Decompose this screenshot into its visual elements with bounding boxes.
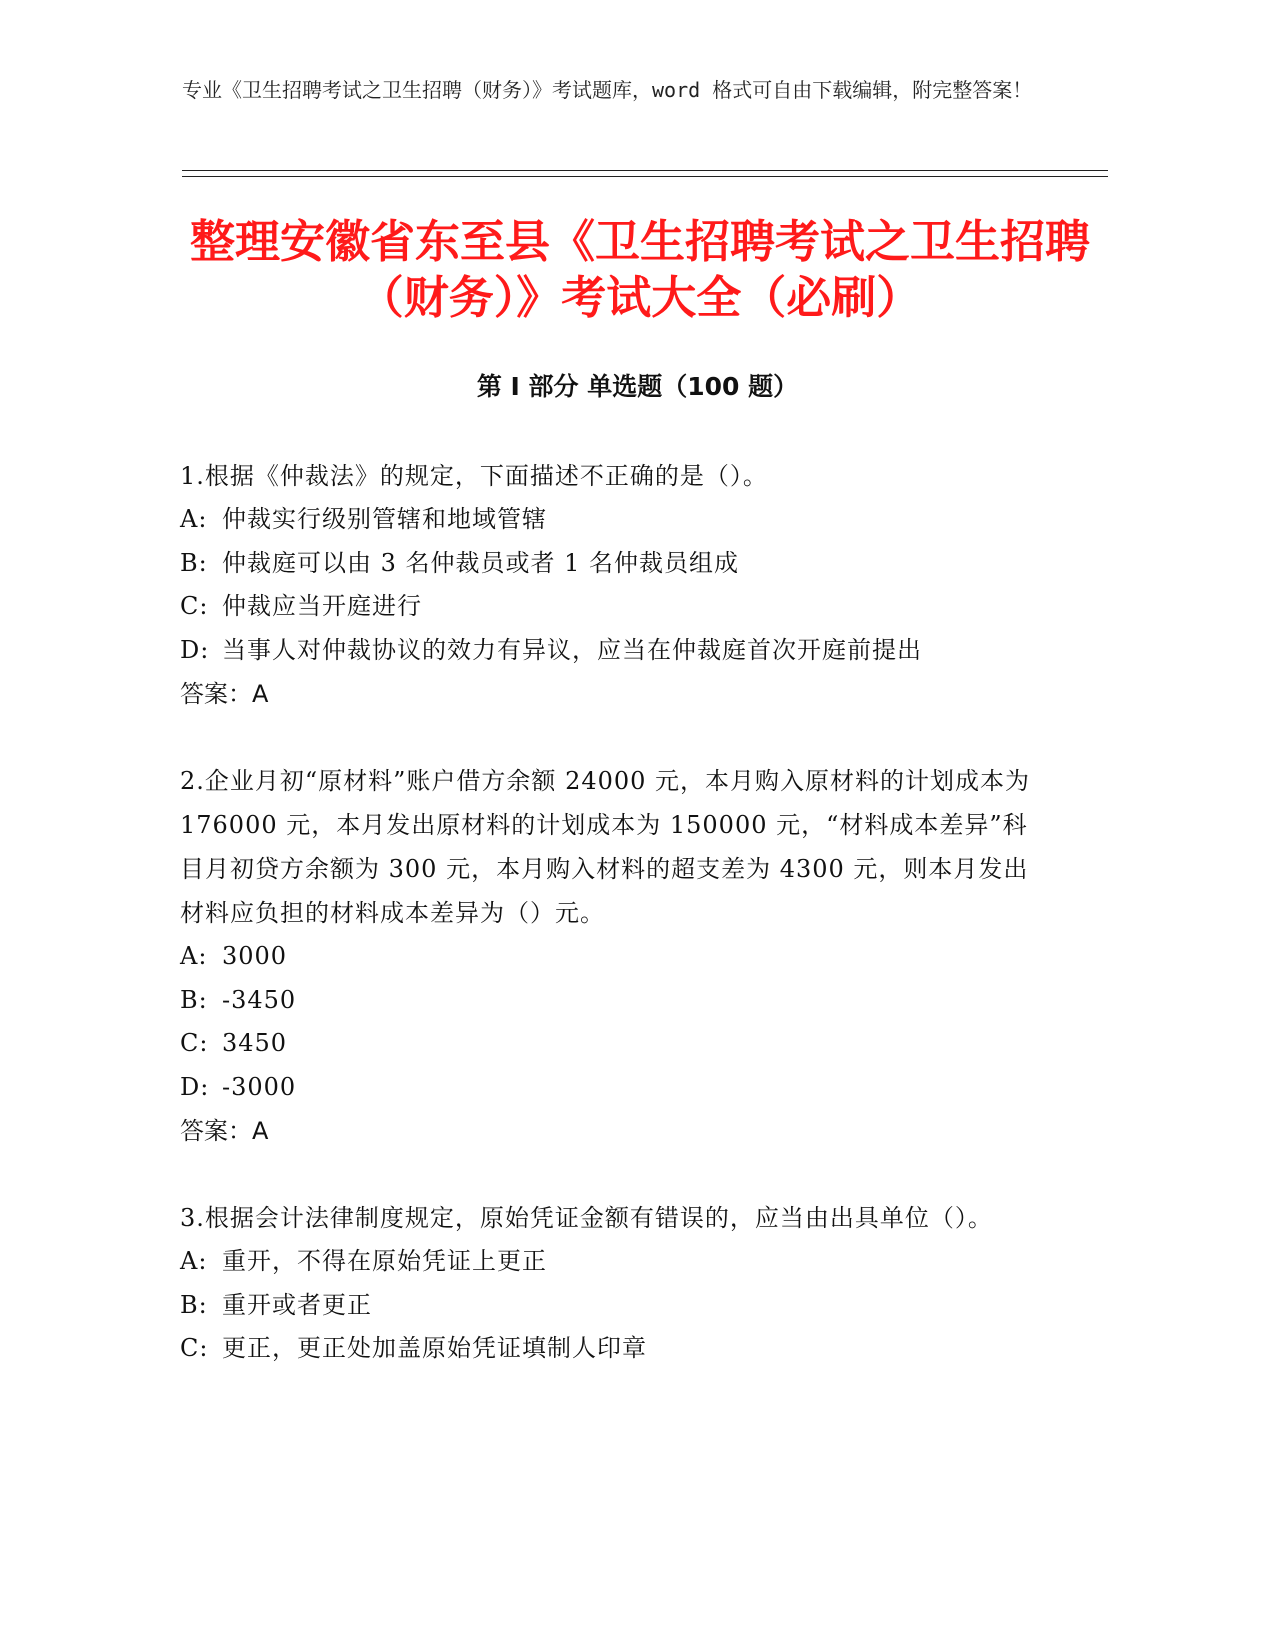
question-2-option-d [180, 1066, 1040, 1110]
option-letter: A: [180, 505, 208, 533]
option-letter: A: [180, 942, 208, 970]
question-3-option-c [180, 1327, 1040, 1371]
header-note: 专业《卫生招聘考试之卫生招聘（财务）》考试题库，word 格式可自由下载编辑，附完整答案！ [182, 78, 1033, 102]
option-letter: C: [180, 1029, 209, 1057]
option-letter: D: [180, 635, 210, 664]
header-rule-top [182, 170, 1108, 171]
question-2-option-a [180, 935, 1040, 979]
option-letter: B: [180, 985, 208, 1014]
document-title: 整理安徽省东至县《卫生招聘考试之卫生招聘（财务）》考试大全（必刷） [189, 215, 1090, 324]
question-1-option-d [180, 629, 1040, 673]
option-text: 重开，不得在原始凭证上更正 [222, 1247, 547, 1275]
answer-label: 答案： [180, 1117, 252, 1145]
question-2-option-b [180, 979, 1040, 1023]
option-text: 重开或者更正 [222, 1290, 372, 1319]
option-text: 仲裁庭可以由 3 名仲裁员或者 1 名仲裁员组成 [222, 548, 740, 577]
option-letter: C: [180, 1334, 209, 1362]
option-text: -3000 [222, 1072, 297, 1101]
option-text: 当事人对仲裁协议的效力有异议，应当在仲裁庭首次开庭前提出 [222, 635, 922, 664]
option-letter: D: [180, 1072, 210, 1101]
question-1-option-a [180, 498, 1040, 542]
question-2-stem: 2.企业月初“原材料”账户借方余额 24000 元，本月购入原材料的计划成本为 176000 元，本月发出原材料的计划成本为 150000 元，“材料成本差异”科目月初贷方余额为 300 元，本月购入材料的超支差为 4300 元，则本月发出材料应负担的材料成本差异为（）元。 [180, 767, 1031, 927]
question-1-answer [180, 672, 1040, 716]
question-2 [180, 759, 1040, 1153]
question-1-option-c [180, 585, 1040, 629]
option-text: 更正，更正处加盖原始凭证填制人印章 [222, 1334, 647, 1362]
header-rule-bottom [182, 176, 1108, 177]
answer-value: A [252, 1117, 269, 1145]
option-letter: B: [180, 548, 208, 577]
question-3-stem: 3.根据会计法律制度规定，原始凭证金额有错误的，应当由出具单位（）。 [180, 1204, 993, 1232]
answer-label: 答案： [180, 680, 252, 708]
option-text: 仲裁应当开庭进行 [222, 592, 422, 620]
option-text: 3000 [222, 942, 288, 970]
question-1-option-b [180, 542, 1040, 586]
option-text: -3450 [222, 985, 297, 1014]
option-text: 仲裁实行级别管辖和地域管辖 [222, 505, 547, 533]
question-3-option-a [180, 1240, 1040, 1284]
option-text: 3450 [222, 1029, 288, 1057]
option-letter: A: [180, 1247, 208, 1275]
question-3 [180, 1196, 1040, 1371]
option-letter: C: [180, 592, 209, 620]
question-1-stem: 1.根据《仲裁法》的规定，下面描述不正确的是（）。 [180, 462, 768, 490]
question-1 [180, 454, 1040, 716]
answer-value: A [252, 680, 269, 708]
question-2-answer [180, 1109, 1040, 1153]
question-3-option-b [180, 1284, 1040, 1328]
option-letter: B: [180, 1290, 208, 1319]
section-title: 第 I 部分 单选题（100 题） [476, 372, 799, 401]
question-list [180, 454, 1040, 1414]
question-2-option-c [180, 1022, 1040, 1066]
